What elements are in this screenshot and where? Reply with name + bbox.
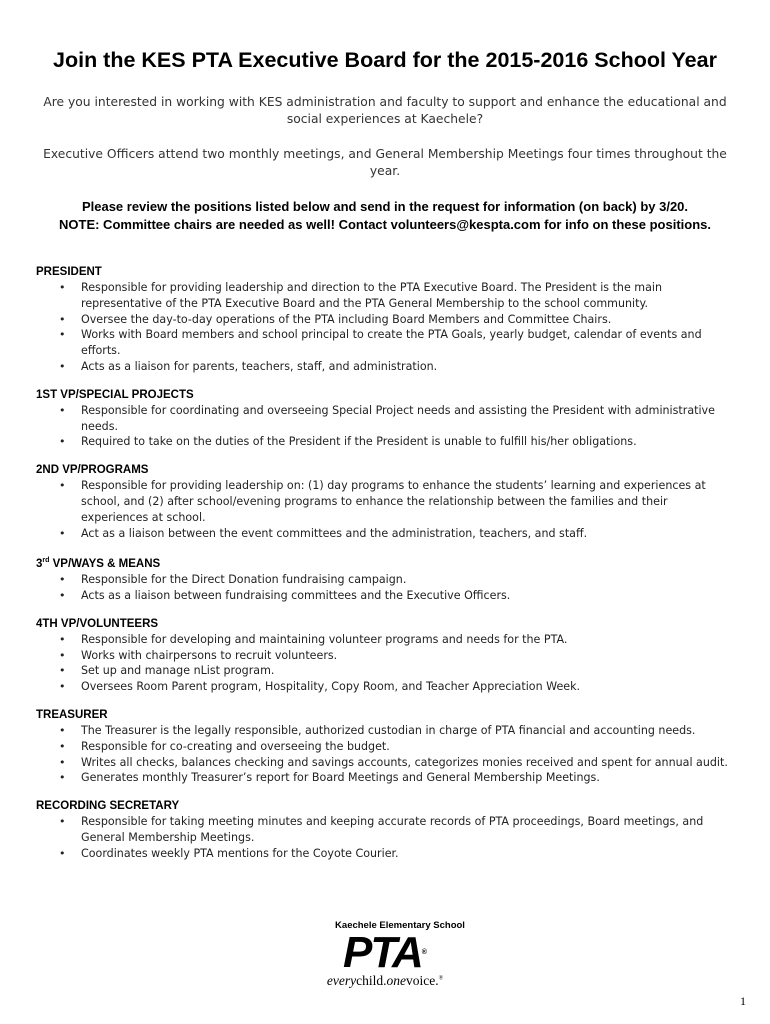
duty-item: [36, 663, 736, 679]
bullet-icon: •: [59, 648, 66, 662]
position-title: PRESIDENT: [36, 266, 102, 278]
bullet-icon: •: [59, 526, 66, 540]
duty-text: Responsible for providing leadership and direction to the PTA Executive Board. The President is the main representative of the PTA Executive Board and the PTA General Membership to the school community.: [81, 281, 663, 310]
bullet-icon: •: [59, 588, 66, 602]
tagline-voice: voice.: [405, 973, 439, 988]
pta-logo-mark: [290, 928, 480, 977]
position-section: [36, 462, 736, 541]
duty-text: Responsible for the Direct Donation fundraising campaign.: [81, 573, 407, 587]
bullet-icon: •: [59, 403, 66, 417]
position-title: TREASURER: [36, 708, 108, 721]
duty-list: [36, 632, 736, 695]
duty-list: [36, 572, 736, 604]
duty-text: Responsible for co-creating and overseeing the budget.: [81, 739, 390, 753]
duty-text: Act as a liaison between the event committees and the administration, teachers, and staff.: [81, 526, 588, 540]
duty-text: Required to take on the duties of the President if the President is unable to fulfill his/her obligations.: [81, 435, 637, 449]
position-section: [36, 707, 736, 786]
duty-item: [36, 739, 736, 755]
duty-item: [36, 403, 736, 435]
bullet-icon: •: [59, 435, 66, 449]
position-title-number: 3: [36, 558, 43, 571]
bullet-icon: •: [59, 632, 66, 646]
duty-item: [36, 723, 736, 739]
duty-item: [36, 679, 736, 695]
duty-item: [36, 632, 736, 648]
duty-item: [36, 572, 736, 588]
duty-text: Responsible for coordinating and overseeing Special Project needs and assisting the President with administrative needs.: [81, 403, 715, 433]
duty-text: Responsible for taking meeting minutes and keeping accurate records of PTA proceedings, Board meetings, and General Membership Meetings.: [81, 815, 704, 844]
pta-wordmark: PTA: [343, 928, 422, 977]
duty-text: Set up and manage nList program.: [81, 664, 275, 678]
duty-item: [36, 434, 736, 450]
pta-logo: [290, 920, 480, 989]
position-section: [36, 616, 736, 695]
position-title: 2ND VP/PROGRAMS: [36, 464, 149, 477]
duty-text: The Treasurer is the legally responsible, authorized custodian in charge of PTA financial and accounting needs.: [81, 723, 696, 737]
duty-text: Acts as a liaison between fundraising committees and the Executive Officers.: [81, 588, 511, 602]
page-title: Join the KES PTA Executive Board for the 2015-2016 School Year: [53, 48, 717, 72]
duty-item: [36, 359, 736, 375]
logo-school-name: Kaechele Elementary School: [335, 920, 465, 931]
position-title: [36, 553, 736, 572]
logo-tagline: [290, 973, 480, 989]
bullet-icon: •: [59, 664, 66, 678]
bullet-icon: •: [59, 846, 66, 860]
position-title-suffix: rd: [42, 557, 50, 565]
intro-paragraph-2: Executive Officers attend two monthly meetings, and General Membership Meetings four times throughout the year.: [43, 147, 727, 178]
duty-text: Works with Board members and school principal to create the PTA Goals, yearly budget, calendar of events and efforts.: [81, 328, 702, 358]
intro-paragraph-1: Are you interested in working with KES administration and faculty to support and enhance the educational and social experiences at Kaechele?: [43, 95, 727, 126]
bullet-icon: •: [59, 755, 66, 769]
tagline-child: child.: [356, 973, 387, 988]
duty-item: [36, 478, 736, 525]
tagline-registered-mark: ®: [438, 975, 444, 982]
bullet-icon: •: [59, 328, 66, 342]
duty-item: [36, 588, 736, 604]
bullet-icon: •: [59, 281, 66, 294]
position-title: 1ST VP/SPECIAL PROJECTS: [36, 388, 194, 401]
duty-item: [36, 814, 736, 846]
notice-line-2: NOTE: Committee chairs are needed as well! Contact volunteers@kespta.com for info on these positions.: [59, 217, 711, 232]
position-title-text: VP/WAYS & MEANS: [52, 558, 161, 571]
duty-list: [36, 280, 736, 375]
duty-text: Responsible for providing leadership on: (1) day programs to enhance the students’ learning and experiences at school, and (2) after school/evening programs to enhance the relationship between the families and their experiences at school.: [81, 479, 706, 524]
duty-item: [36, 312, 736, 328]
position-section: [36, 798, 736, 861]
notice: [0, 198, 770, 234]
bullet-icon: •: [59, 359, 66, 373]
duty-list: [36, 403, 736, 450]
bullet-icon: •: [59, 739, 66, 753]
position-section: [36, 553, 736, 603]
duty-text: Coordinates weekly PTA mentions for the Coyote Courier.: [81, 846, 399, 860]
registered-mark: ®: [421, 949, 427, 956]
duty-text: Oversee the day-to-day operations of the PTA including Board Members and Committee Chairs.: [81, 312, 612, 326]
duty-item: [36, 648, 736, 664]
position-section: [36, 264, 736, 375]
bullet-icon: •: [59, 573, 66, 587]
bullet-icon: •: [59, 723, 66, 737]
page-number: 1: [740, 994, 746, 1008]
bullet-icon: •: [59, 680, 66, 694]
duty-item: [36, 526, 736, 542]
duty-text: Writes all checks, balances checking and savings accounts, categorizes monies received and spent for annual audit.: [81, 755, 728, 769]
bullet-icon: •: [59, 312, 66, 326]
notice-line-1: Please review the positions listed below and send in the request for information (on back) by 3/20.: [81, 199, 689, 214]
duty-text: Works with chairpersons to recruit volunteers.: [81, 648, 338, 662]
duty-item: [36, 846, 736, 862]
positions-list: [36, 264, 736, 874]
duty-list: [36, 723, 736, 786]
tagline-every: every: [326, 973, 357, 988]
duty-item: [36, 327, 736, 359]
duty-text: Generates monthly Treasurer’s report for Board Meetings and General Membership Meetings.: [81, 771, 600, 785]
duty-list: [36, 478, 736, 541]
duty-item: [36, 280, 736, 312]
tagline-one: one: [386, 973, 406, 988]
position-section: [36, 387, 736, 450]
duty-item: [36, 755, 736, 771]
duty-text: Acts as a liaison for parents, teachers, staff, and administration.: [81, 359, 438, 373]
position-title: 4TH VP/VOLUNTEERS: [36, 617, 159, 630]
bullet-icon: •: [59, 479, 66, 493]
bullet-icon: •: [59, 771, 66, 785]
bullet-icon: •: [59, 815, 66, 829]
duty-item: [36, 770, 736, 786]
duty-text: Oversees Room Parent program, Hospitality, Copy Room, and Teacher Appreciation Week.: [81, 680, 581, 694]
duty-text: Responsible for developing and maintaining volunteer programs and needs for the PTA.: [81, 632, 568, 646]
position-title: RECORDING SECRETARY: [36, 800, 180, 813]
duty-list: [36, 814, 736, 861]
